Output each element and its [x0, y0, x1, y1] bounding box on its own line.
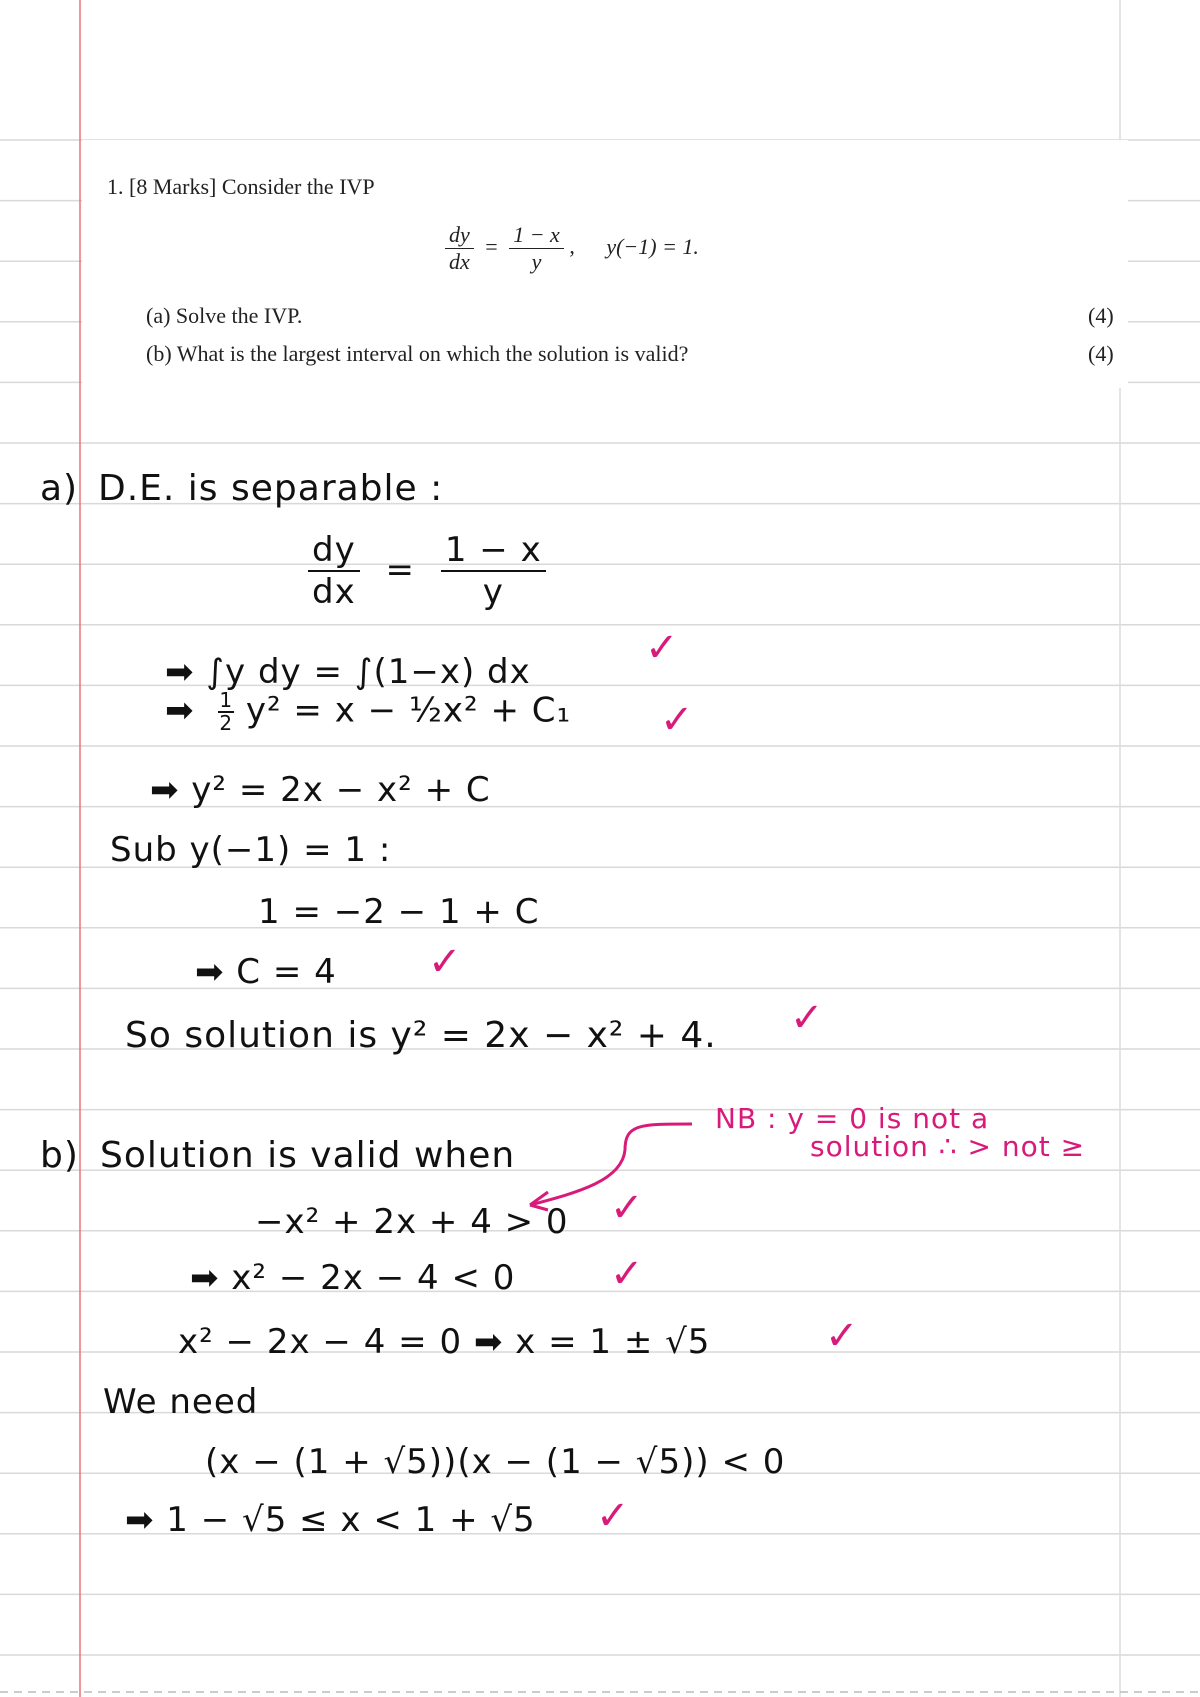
answer-a-constant: ➡ C = 4 [195, 952, 337, 992]
answer-b-we-need: We need [103, 1382, 259, 1422]
answer-b-inequality: −x² + 2x + 4 > 0 [255, 1202, 569, 1242]
part-b-question: (b) What is the largest interval on which the solution is valid? [146, 341, 689, 366]
equation-rhs: $\frac{1 - x}{y}$ [509, 222, 564, 275]
answer-a-sub-result: 1 = −2 − 1 + C [258, 892, 540, 932]
question-header [107, 174, 375, 200]
tick-mark: ✓ [790, 995, 824, 1041]
answer-a-integrated: ➡ $\frac{1}{2}$ y² = x − ½x² + C₁ [165, 688, 572, 735]
question-prompt: Consider the IVP [221, 174, 375, 199]
tick-mark: ✓ [596, 1493, 630, 1539]
tick-mark: ✓ [610, 1185, 644, 1231]
answer-a-solution: So solution is y² = 2x − x² + 4. [125, 1015, 717, 1056]
answer-a-substitute: Sub y(−1) = 1 : [110, 830, 392, 870]
answer-b-interval: ➡ 1 − √5 ≤ x < 1 + √5 [125, 1500, 536, 1540]
annotation-nb: NB : y = 0 is not a [715, 1102, 990, 1135]
answer-a-general: ➡ y² = 2x − x² + C [150, 770, 491, 810]
question-number: 1. [107, 174, 124, 199]
answer-b-label: b) [40, 1135, 79, 1176]
answer-a-integral: ➡ ∫y dy = ∫(1−x) dx [165, 652, 531, 692]
annotation-nb-continued: solution ∴ > not ≥ [810, 1130, 1086, 1163]
tick-mark: ✓ [645, 625, 679, 671]
initial-condition: y(−1) = 1. [606, 233, 699, 259]
part-a-marks: (4) [1088, 303, 1114, 328]
answer-b-factored: (x − (1 + √5))(x − (1 − √5)) < 0 [205, 1442, 786, 1482]
answer-a-intro: D.E. is separable : [98, 468, 444, 509]
answer-b-rearranged: ➡ x² − 2x − 4 < 0 [190, 1258, 516, 1298]
equation-lhs: $\frac{dy}{dx}$ [445, 222, 474, 275]
tick-mark: ✓ [660, 697, 694, 743]
tick-mark: ✓ [825, 1313, 859, 1359]
tick-mark: ✓ [610, 1251, 644, 1297]
part-b-marks: (4) [1088, 341, 1114, 366]
answer-b-intro: Solution is valid when [100, 1135, 516, 1176]
answer-a-de: $\frac{dy}{dx}$ = $\frac{1 - x}{y}$ [308, 530, 546, 612]
answer-b-roots: x² − 2x − 4 = 0 ➡ x = 1 ± √5 [178, 1322, 711, 1362]
answer-a-label: a) [40, 468, 79, 509]
ivp-equation: $\frac{dy}{dx}$ = $\frac{1 - x}{y}$ , y(−1) = 1. [445, 222, 699, 275]
question-marks: [8 Marks] [129, 174, 217, 199]
part-a-question: (a) Solve the IVP. [146, 303, 303, 328]
tick-mark: ✓ [428, 939, 462, 985]
